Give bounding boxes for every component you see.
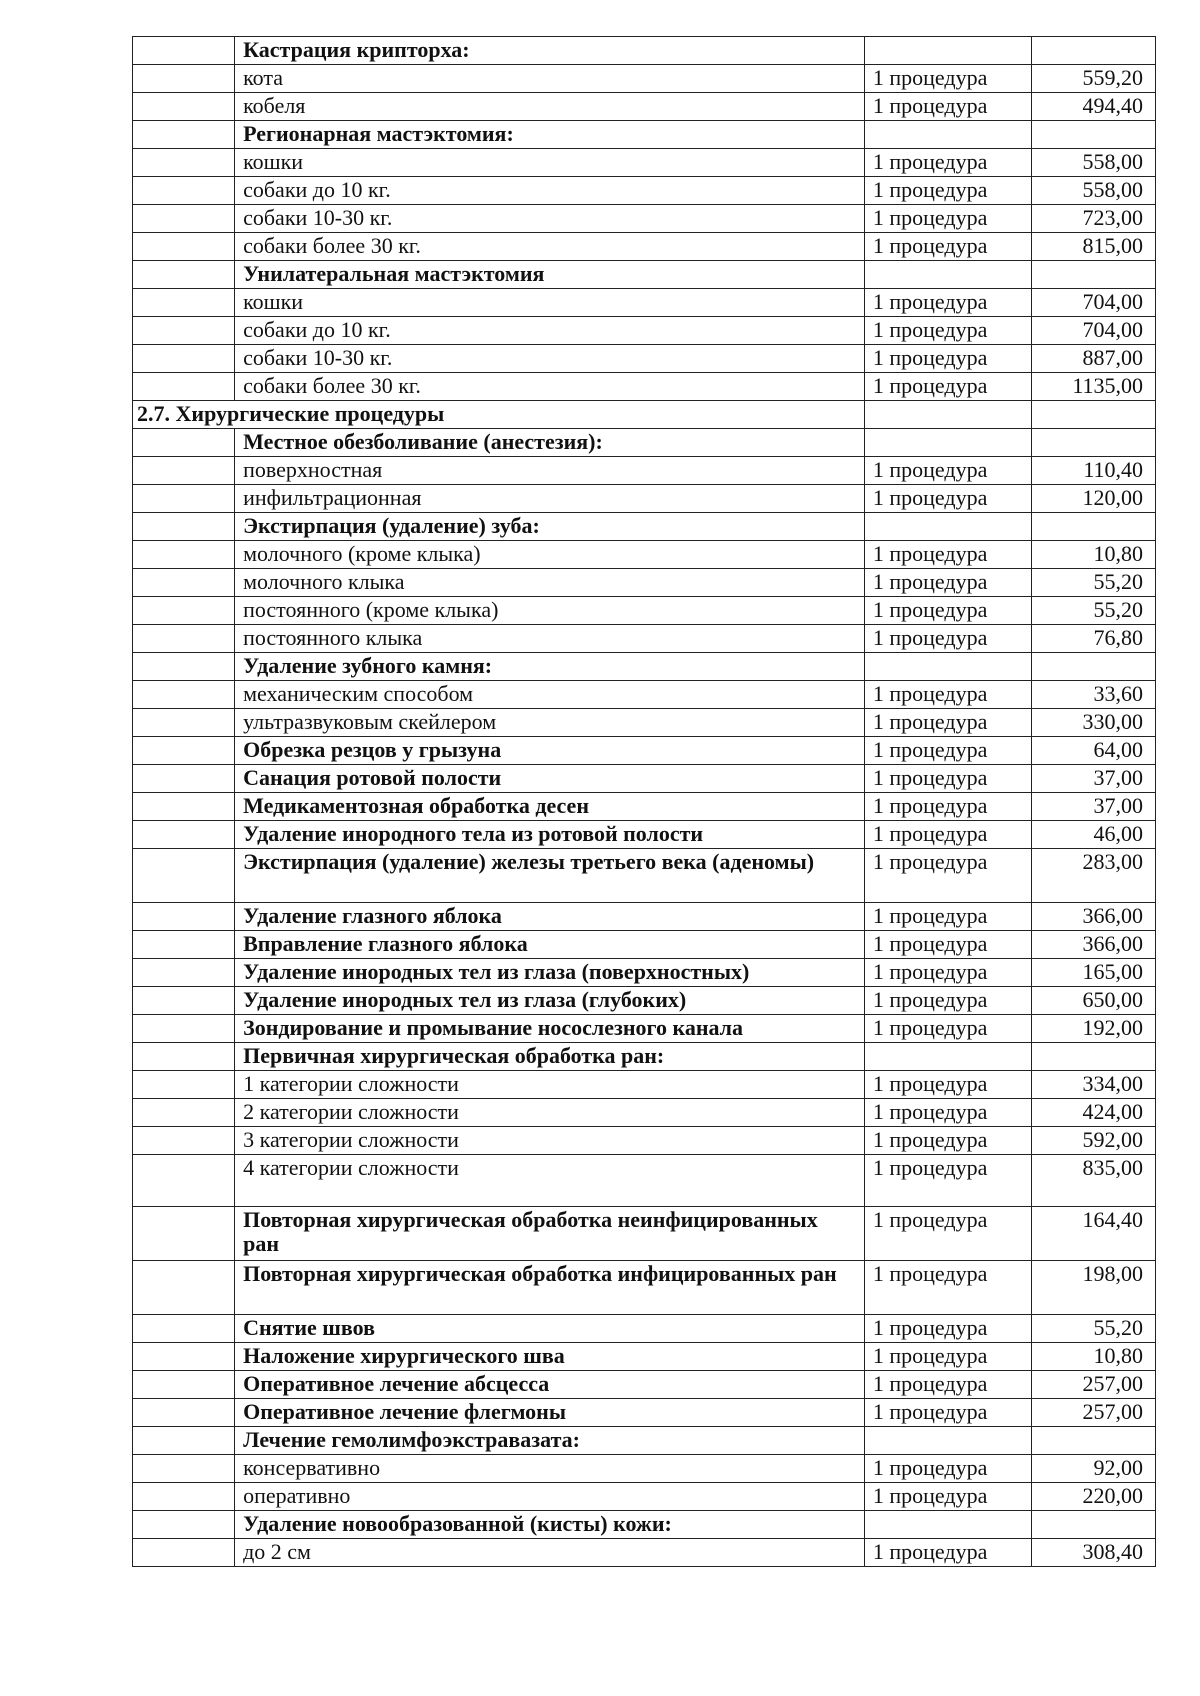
service-name: Зондирование и промывание носослезного канала [235,1015,865,1043]
row-number-cell [133,1071,235,1099]
unit-cell [864,1511,1031,1539]
price-cell: 37,00 [1031,793,1155,821]
price-cell: 192,00 [1031,1015,1155,1043]
table-row [133,1071,1156,1099]
price-cell: 76,80 [1031,625,1155,653]
service-name: Повторная хирургическая обработка неинфицированных ран [235,1207,865,1261]
table-row [133,177,1156,205]
row-number-cell [133,1511,235,1539]
row-number-cell [133,709,235,737]
table-row [133,1261,1156,1315]
table-row [133,569,1156,597]
unit-cell: 1 процедура [864,793,1031,821]
price-cell: 55,20 [1031,569,1155,597]
unit-cell: 1 процедура [864,765,1031,793]
service-name: Первичная хирургическая обработка ран: [235,1043,865,1071]
unit-cell [864,121,1031,149]
table-row [133,457,1156,485]
row-number-cell [133,1371,235,1399]
service-name: механическим способом [235,681,865,709]
service-name: Регионарная мастэктомия: [235,121,865,149]
price-cell: 559,20 [1031,65,1155,93]
price-cell: 64,00 [1031,737,1155,765]
row-number-cell [133,765,235,793]
service-name: постоянного (кроме клыка) [235,597,865,625]
table-row [133,903,1156,931]
service-name: собаки до 10 кг. [235,317,865,345]
unit-cell: 1 процедура [864,373,1031,401]
row-number-cell [133,1261,235,1315]
unit-cell: 1 процедура [864,205,1031,233]
price-cell: 37,00 [1031,765,1155,793]
unit-cell [864,653,1031,681]
table-row [133,401,1156,429]
row-number-cell [133,931,235,959]
service-name: кота [235,65,865,93]
table-row [133,793,1156,821]
row-number-cell [133,261,235,289]
table-row [133,849,1156,903]
table-row [133,261,1156,289]
table-row [133,1511,1156,1539]
price-cell: 257,00 [1031,1371,1155,1399]
unit-cell: 1 процедура [864,1099,1031,1127]
row-number-cell [133,513,235,541]
price-cell [1031,1511,1155,1539]
row-number-cell [133,1483,235,1511]
price-cell: 46,00 [1031,821,1155,849]
unit-cell [864,401,1031,429]
price-cell [1031,1427,1155,1455]
unit-cell [864,1427,1031,1455]
service-name: Вправление глазного яблока [235,931,865,959]
row-number-cell [133,541,235,569]
service-name: молочного (кроме клыка) [235,541,865,569]
price-cell: 650,00 [1031,987,1155,1015]
service-name: Повторная хирургическая обработка инфицированных ран [235,1261,865,1315]
service-name: Экстирпация (удаление) железы третьего века (аденомы) [235,849,865,903]
service-name: Снятие швов [235,1315,865,1343]
unit-cell: 1 процедура [864,597,1031,625]
price-cell: 330,00 [1031,709,1155,737]
service-name: постоянного клыка [235,625,865,653]
unit-cell: 1 процедура [864,681,1031,709]
row-number-cell [133,1399,235,1427]
price-cell: 723,00 [1031,205,1155,233]
service-name: до 2 см [235,1539,865,1567]
service-name: собаки более 30 кг. [235,373,865,401]
price-cell: 308,40 [1031,1539,1155,1567]
table-row [133,485,1156,513]
row-number-cell [133,1427,235,1455]
service-name: Лечение гемолимфоэкстравазата: [235,1427,865,1455]
table-row [133,709,1156,737]
row-number-cell [133,737,235,765]
unit-cell: 1 процедура [864,931,1031,959]
unit-cell: 1 процедура [864,709,1031,737]
service-name: молочного клыка [235,569,865,597]
table-row [133,821,1156,849]
row-number-cell [133,1539,235,1567]
service-name: Унилатеральная мастэктомия [235,261,865,289]
unit-cell [864,37,1031,65]
unit-cell: 1 процедура [864,737,1031,765]
row-number-cell [133,37,235,65]
price-cell: 198,00 [1031,1261,1155,1315]
unit-cell: 1 процедура [864,569,1031,597]
service-name: собаки более 30 кг. [235,233,865,261]
unit-cell: 1 процедура [864,625,1031,653]
unit-cell: 1 процедура [864,821,1031,849]
table-row [133,1539,1156,1567]
unit-cell [864,261,1031,289]
table-row [133,1315,1156,1343]
row-number-cell [133,1455,235,1483]
price-cell: 220,00 [1031,1483,1155,1511]
service-name: собаки 10-30 кг. [235,205,865,233]
price-cell [1031,401,1155,429]
table-row [133,233,1156,261]
price-cell: 55,20 [1031,1315,1155,1343]
price-cell [1031,1043,1155,1071]
unit-cell: 1 процедура [864,1455,1031,1483]
table-row [133,1043,1156,1071]
table-row [133,625,1156,653]
row-number-cell [133,373,235,401]
row-number-cell [133,121,235,149]
price-cell: 815,00 [1031,233,1155,261]
table-row [133,1015,1156,1043]
table-row [133,1371,1156,1399]
service-name: оперативно [235,1483,865,1511]
table-row [133,317,1156,345]
table-row [133,93,1156,121]
price-cell: 33,60 [1031,681,1155,709]
row-number-cell [133,485,235,513]
table-row [133,987,1156,1015]
row-number-cell [133,1315,235,1343]
unit-cell: 1 процедура [864,289,1031,317]
table-row [133,121,1156,149]
unit-cell [864,429,1031,457]
service-name: кобеля [235,93,865,121]
table-row [133,345,1156,373]
price-cell [1031,653,1155,681]
table-body [133,37,1156,1567]
row-number-cell [133,65,235,93]
service-name: Кастрация крипторха: [235,37,865,65]
row-number-cell [133,625,235,653]
unit-cell: 1 процедура [864,1315,1031,1343]
unit-cell: 1 процедура [864,93,1031,121]
price-cell: 10,80 [1031,541,1155,569]
price-cell: 334,00 [1031,1071,1155,1099]
service-name: Наложение хирургического шва [235,1343,865,1371]
price-cell: 424,00 [1031,1099,1155,1127]
service-name: ультразвуковым скейлером [235,709,865,737]
price-cell [1031,261,1155,289]
service-name: Удаление инородных тел из глаза (поверхностных) [235,959,865,987]
price-cell: 10,80 [1031,1343,1155,1371]
section-heading: 2.7. Хирургические процедуры [133,401,865,429]
table-row [133,149,1156,177]
price-cell: 366,00 [1031,931,1155,959]
row-number-cell [133,1343,235,1371]
row-number-cell [133,1099,235,1127]
row-number-cell [133,205,235,233]
table-row [133,1099,1156,1127]
row-number-cell [133,457,235,485]
price-cell: 704,00 [1031,289,1155,317]
row-number-cell [133,1043,235,1071]
row-number-cell [133,1015,235,1043]
table-row [133,597,1156,625]
table-row [133,1399,1156,1427]
service-name: 4 категории сложности [235,1155,865,1207]
table-row [133,681,1156,709]
unit-cell: 1 процедура [864,485,1031,513]
row-number-cell [133,1207,235,1261]
unit-cell: 1 процедура [864,1015,1031,1043]
price-cell [1031,121,1155,149]
price-cell: 887,00 [1031,345,1155,373]
row-number-cell [133,429,235,457]
unit-cell: 1 процедура [864,1207,1031,1261]
table-row [133,653,1156,681]
table-row [133,1207,1156,1261]
service-name: Медикаментозная обработка десен [235,793,865,821]
service-name: Местное обезболивание (анестезия): [235,429,865,457]
unit-cell: 1 процедура [864,849,1031,903]
price-cell [1031,429,1155,457]
row-number-cell [133,681,235,709]
price-cell: 55,20 [1031,597,1155,625]
unit-cell: 1 процедура [864,1399,1031,1427]
service-name: Санация ротовой полости [235,765,865,793]
row-number-cell [133,653,235,681]
service-name: Оперативное лечение абсцесса [235,1371,865,1399]
table-row [133,1483,1156,1511]
unit-cell: 1 процедура [864,987,1031,1015]
price-cell: 558,00 [1031,149,1155,177]
price-cell: 592,00 [1031,1127,1155,1155]
price-cell: 257,00 [1031,1399,1155,1427]
service-name: собаки 10-30 кг. [235,345,865,373]
row-number-cell [133,1127,235,1155]
unit-cell: 1 процедура [864,1483,1031,1511]
table-row [133,1127,1156,1155]
service-name: 3 категории сложности [235,1127,865,1155]
table-row [133,289,1156,317]
row-number-cell [133,793,235,821]
service-name: Оперативное лечение флегмоны [235,1399,865,1427]
table-row [133,1155,1156,1207]
service-name: собаки до 10 кг. [235,177,865,205]
price-cell [1031,37,1155,65]
price-cell: 704,00 [1031,317,1155,345]
unit-cell: 1 процедура [864,233,1031,261]
price-cell: 120,00 [1031,485,1155,513]
row-number-cell [133,233,235,261]
unit-cell: 1 процедура [864,959,1031,987]
row-number-cell [133,597,235,625]
unit-cell: 1 процедура [864,903,1031,931]
price-cell [1031,513,1155,541]
price-cell: 283,00 [1031,849,1155,903]
price-cell: 558,00 [1031,177,1155,205]
price-cell: 164,40 [1031,1207,1155,1261]
row-number-cell [133,149,235,177]
price-cell: 165,00 [1031,959,1155,987]
row-number-cell [133,849,235,903]
unit-cell: 1 процедура [864,457,1031,485]
row-number-cell [133,959,235,987]
row-number-cell [133,821,235,849]
service-name: консервативно [235,1455,865,1483]
service-name: 1 категории сложности [235,1071,865,1099]
service-name: поверхностная [235,457,865,485]
price-cell: 366,00 [1031,903,1155,931]
service-name: 2 категории сложности [235,1099,865,1127]
price-cell: 92,00 [1031,1455,1155,1483]
service-name: инфильтрационная [235,485,865,513]
unit-cell: 1 процедура [864,1127,1031,1155]
service-name: кошки [235,289,865,317]
price-cell: 110,40 [1031,457,1155,485]
table-row [133,37,1156,65]
unit-cell: 1 процедура [864,1155,1031,1207]
service-name: Удаление зубного камня: [235,653,865,681]
table-row [133,959,1156,987]
service-name: Удаление инородных тел из глаза (глубоких) [235,987,865,1015]
unit-cell: 1 процедура [864,149,1031,177]
service-name: Удаление новообразованной (кисты) кожи: [235,1511,865,1539]
unit-cell: 1 процедура [864,345,1031,373]
table-row [133,513,1156,541]
service-name: кошки [235,149,865,177]
unit-cell: 1 процедура [864,1071,1031,1099]
service-name: Экстирпация (удаление) зуба: [235,513,865,541]
service-name: Обрезка резцов у грызуна [235,737,865,765]
row-number-cell [133,177,235,205]
price-list-table [132,36,1156,1567]
table-row [133,931,1156,959]
unit-cell: 1 процедура [864,1261,1031,1315]
table-row [133,541,1156,569]
table-row [133,765,1156,793]
row-number-cell [133,903,235,931]
unit-cell: 1 процедура [864,1343,1031,1371]
table-row [133,1455,1156,1483]
row-number-cell [133,93,235,121]
price-cell: 1135,00 [1031,373,1155,401]
unit-cell: 1 процедура [864,541,1031,569]
unit-cell [864,513,1031,541]
unit-cell [864,1043,1031,1071]
unit-cell: 1 процедура [864,1539,1031,1567]
unit-cell: 1 процедура [864,317,1031,345]
row-number-cell [133,1155,235,1207]
unit-cell: 1 процедура [864,177,1031,205]
row-number-cell [133,987,235,1015]
table-row [133,429,1156,457]
service-name: Удаление глазного яблока [235,903,865,931]
unit-cell: 1 процедура [864,1371,1031,1399]
table-row [133,373,1156,401]
table-row [133,737,1156,765]
row-number-cell [133,345,235,373]
table-row [133,65,1156,93]
row-number-cell [133,569,235,597]
price-cell: 835,00 [1031,1155,1155,1207]
table-row [133,205,1156,233]
table-row [133,1343,1156,1371]
row-number-cell [133,317,235,345]
price-cell: 494,40 [1031,93,1155,121]
row-number-cell [133,289,235,317]
unit-cell: 1 процедура [864,65,1031,93]
table-row [133,1427,1156,1455]
service-name: Удаление инородного тела из ротовой полости [235,821,865,849]
